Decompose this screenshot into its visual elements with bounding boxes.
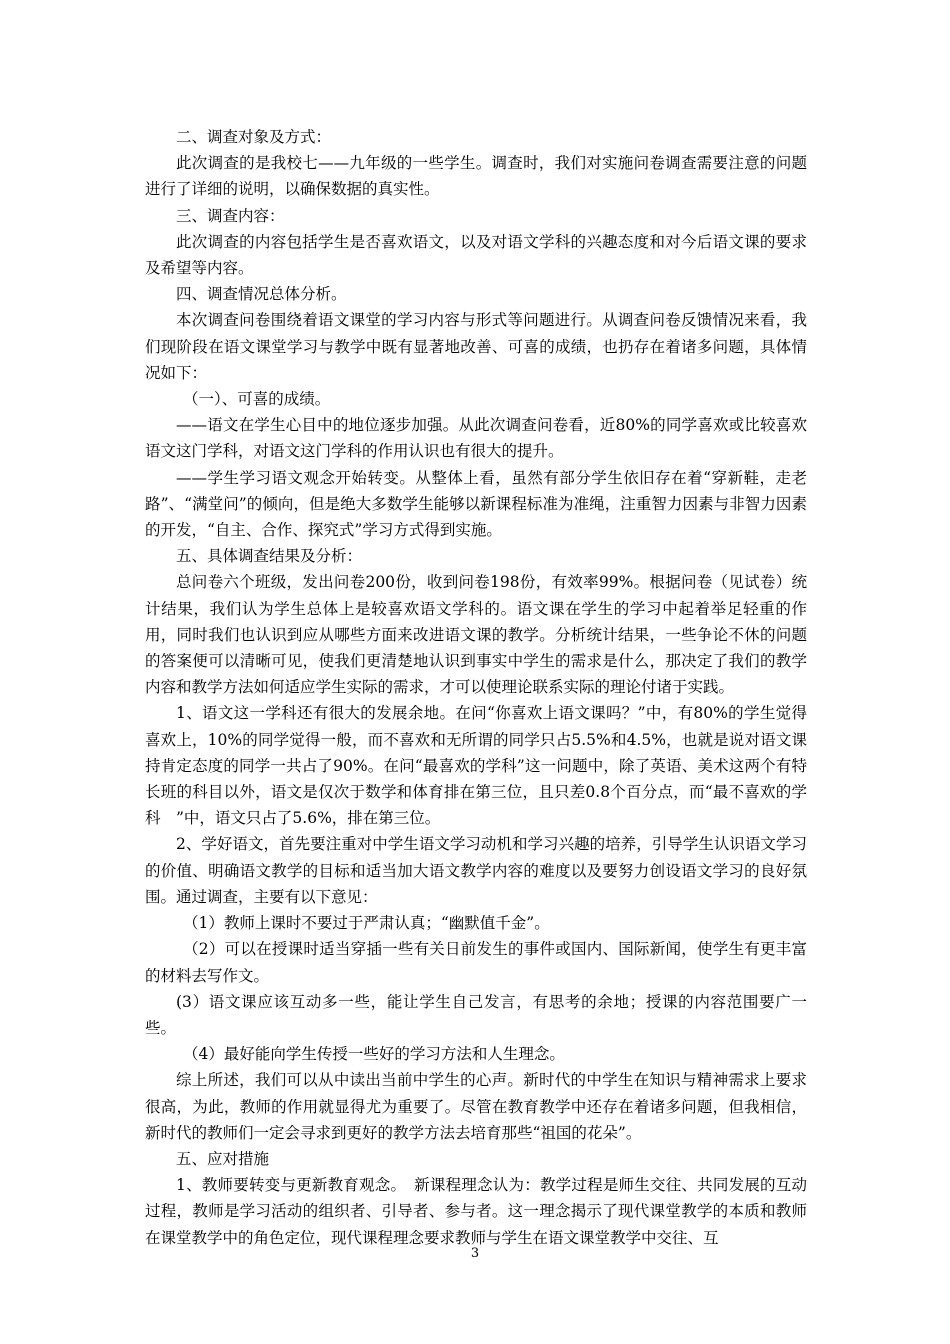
document-body (145, 124, 807, 1251)
paragraph-achievement-2: ——学生学习语文观念开始转变。从整体上看，虽然有部分学生依旧存在着“穿新鞋，走老路”、“满堂问”的倾向，但是绝大多数学生能够以新课程标准为准绳，注重智力因素与非智力因素的开发，“自主、合作、探究式”学习方式得到实施。 (145, 468, 807, 540)
list-item-opinion-4: （4）最好能向学生传授一些好的学习方法和人生理念。 (183, 1045, 565, 1064)
section-heading-measures: 五、应对措施 (176, 1149, 270, 1168)
section-heading-overall-analysis: 四、调查情况总体分析。 (176, 285, 347, 304)
paragraph-result-1: 1、语文这一学科还有很大的发展余地。在问“你喜欢上语文课吗？”中，有80%的学生觉得喜欢上，10%的同学觉得一般，而不喜欢和无所谓的同学只占5.5%和4.5%，也就是说对语文课持肯定态度的同学一共占了90%。在问“最喜欢的学科”这一问题中，除了英语、美术这两个有特长班的科目以外，语文是仅次于数学和体育排在第三位，且只差0.8个百分点，而“最不喜欢的学科 ”中，语文只占了5.6%，排在第三位。 (145, 704, 807, 828)
paragraph-overall-analysis: 本次调查问卷围绕着语文课堂的学习内容与形式等问题进行。从调查问卷反馈情况来看，我们现阶段在语文课堂学习与教学中既有显著地改善、可喜的成绩，也扔存在着诸多问题，具体情况如下： (145, 311, 807, 382)
section-heading-survey-subjects: 二、调查对象及方式： (176, 128, 332, 146)
paragraph-survey-subjects: 此次调查的是我校七——九年级的一些学生。调查时，我们对实施问卷调查需要注意的问题进行了详细的说明，以确保数据的真实性。 (145, 154, 807, 199)
paragraph-survey-content: 此次调查的内容包括学生是否喜欢语文，以及对语文学科的兴趣态度和对今后语文课的要求及希望等内容。 (145, 232, 807, 278)
section-heading-results: 五、具体调查结果及分析： (176, 547, 363, 566)
subheading-achievements: （一）、可喜的成绩。 (183, 390, 331, 409)
paragraph-achievement-1: ——语文在学生心目中的地位逐步加强。从此次调查问卷看，近80%的同学喜欢或比较喜欢语文这门学科，对语文这门学科的作用认识也有很大的提升。 (145, 416, 807, 461)
paragraph-results-summary: 总问卷六个班级，发出问卷200份，收到问卷198份，有效率99%。根据问卷（见试卷）统计结果，我们认为学生总体上是较喜欢语文学科的。语文课在学生的学习中起着举足轻重的作用，同时我们也认识到应从哪些方面来改进语文课的教学。分析统计结果，一些争论不休的问题的答案便可以清晰可见，使我们更清楚地认识到事实中学生的需求是什么，那决定了我们的教学内容和教学方法如何适应学生实际的需求，才可以使理论联系实际的理论付诸于实践。 (145, 573, 807, 697)
paragraph-result-2: 2、学好语文，首先要注重对中学生语文学习动机和学习兴趣的培养，引导学生认识语文学习的价值、明确语文教学的目标和适当加大语文教学内容的难度以及要努力创设语文学习的良好氛围。通过调查，主要有以下意见： (145, 835, 807, 906)
list-item-opinion-1: （1）教师上课时不要过于严肃认真；“幽默值千金”。 (183, 914, 550, 933)
list-item-opinion-2: （2）可以在授课时适当穿插一些有关日前发生的事件或国内、国际新闻，使学生有更丰富的材料去写作文。 (145, 940, 807, 985)
paragraph-conclusion: 综上所述，我们可以从中读出当前中学生的心声。新时代的中学生在知识与精神需求上要求很高，为此，教师的作用就显得尤为重要了。尽管在教育教学中还存在着诸多问题，但我相信，新时代的教师们一定会寻求到更好的教学方法去培育那些“祖国的花朵”。 (145, 1071, 807, 1142)
list-item-opinion-3: (3）语文课应该互动多一些，能让学生自己发言，有思考的余地；授课的内容范围要广一些。 (145, 992, 807, 1037)
paragraph-measure-1: 1、教师要转变与更新教育观念。 新课程理念认为：教学过程是师生交往、共同发展的互动过程，教师是学习活动的组织者、引导者、参与者。这一理念揭示了现代课堂教学的本质和教师在课堂教学中的角色定位，现代课程理念要求教师与学生在语文课堂教学中交往、互 (145, 1176, 807, 1247)
section-heading-survey-content: 三、调查内容： (176, 206, 285, 225)
page-number: 3 (470, 1246, 480, 1261)
